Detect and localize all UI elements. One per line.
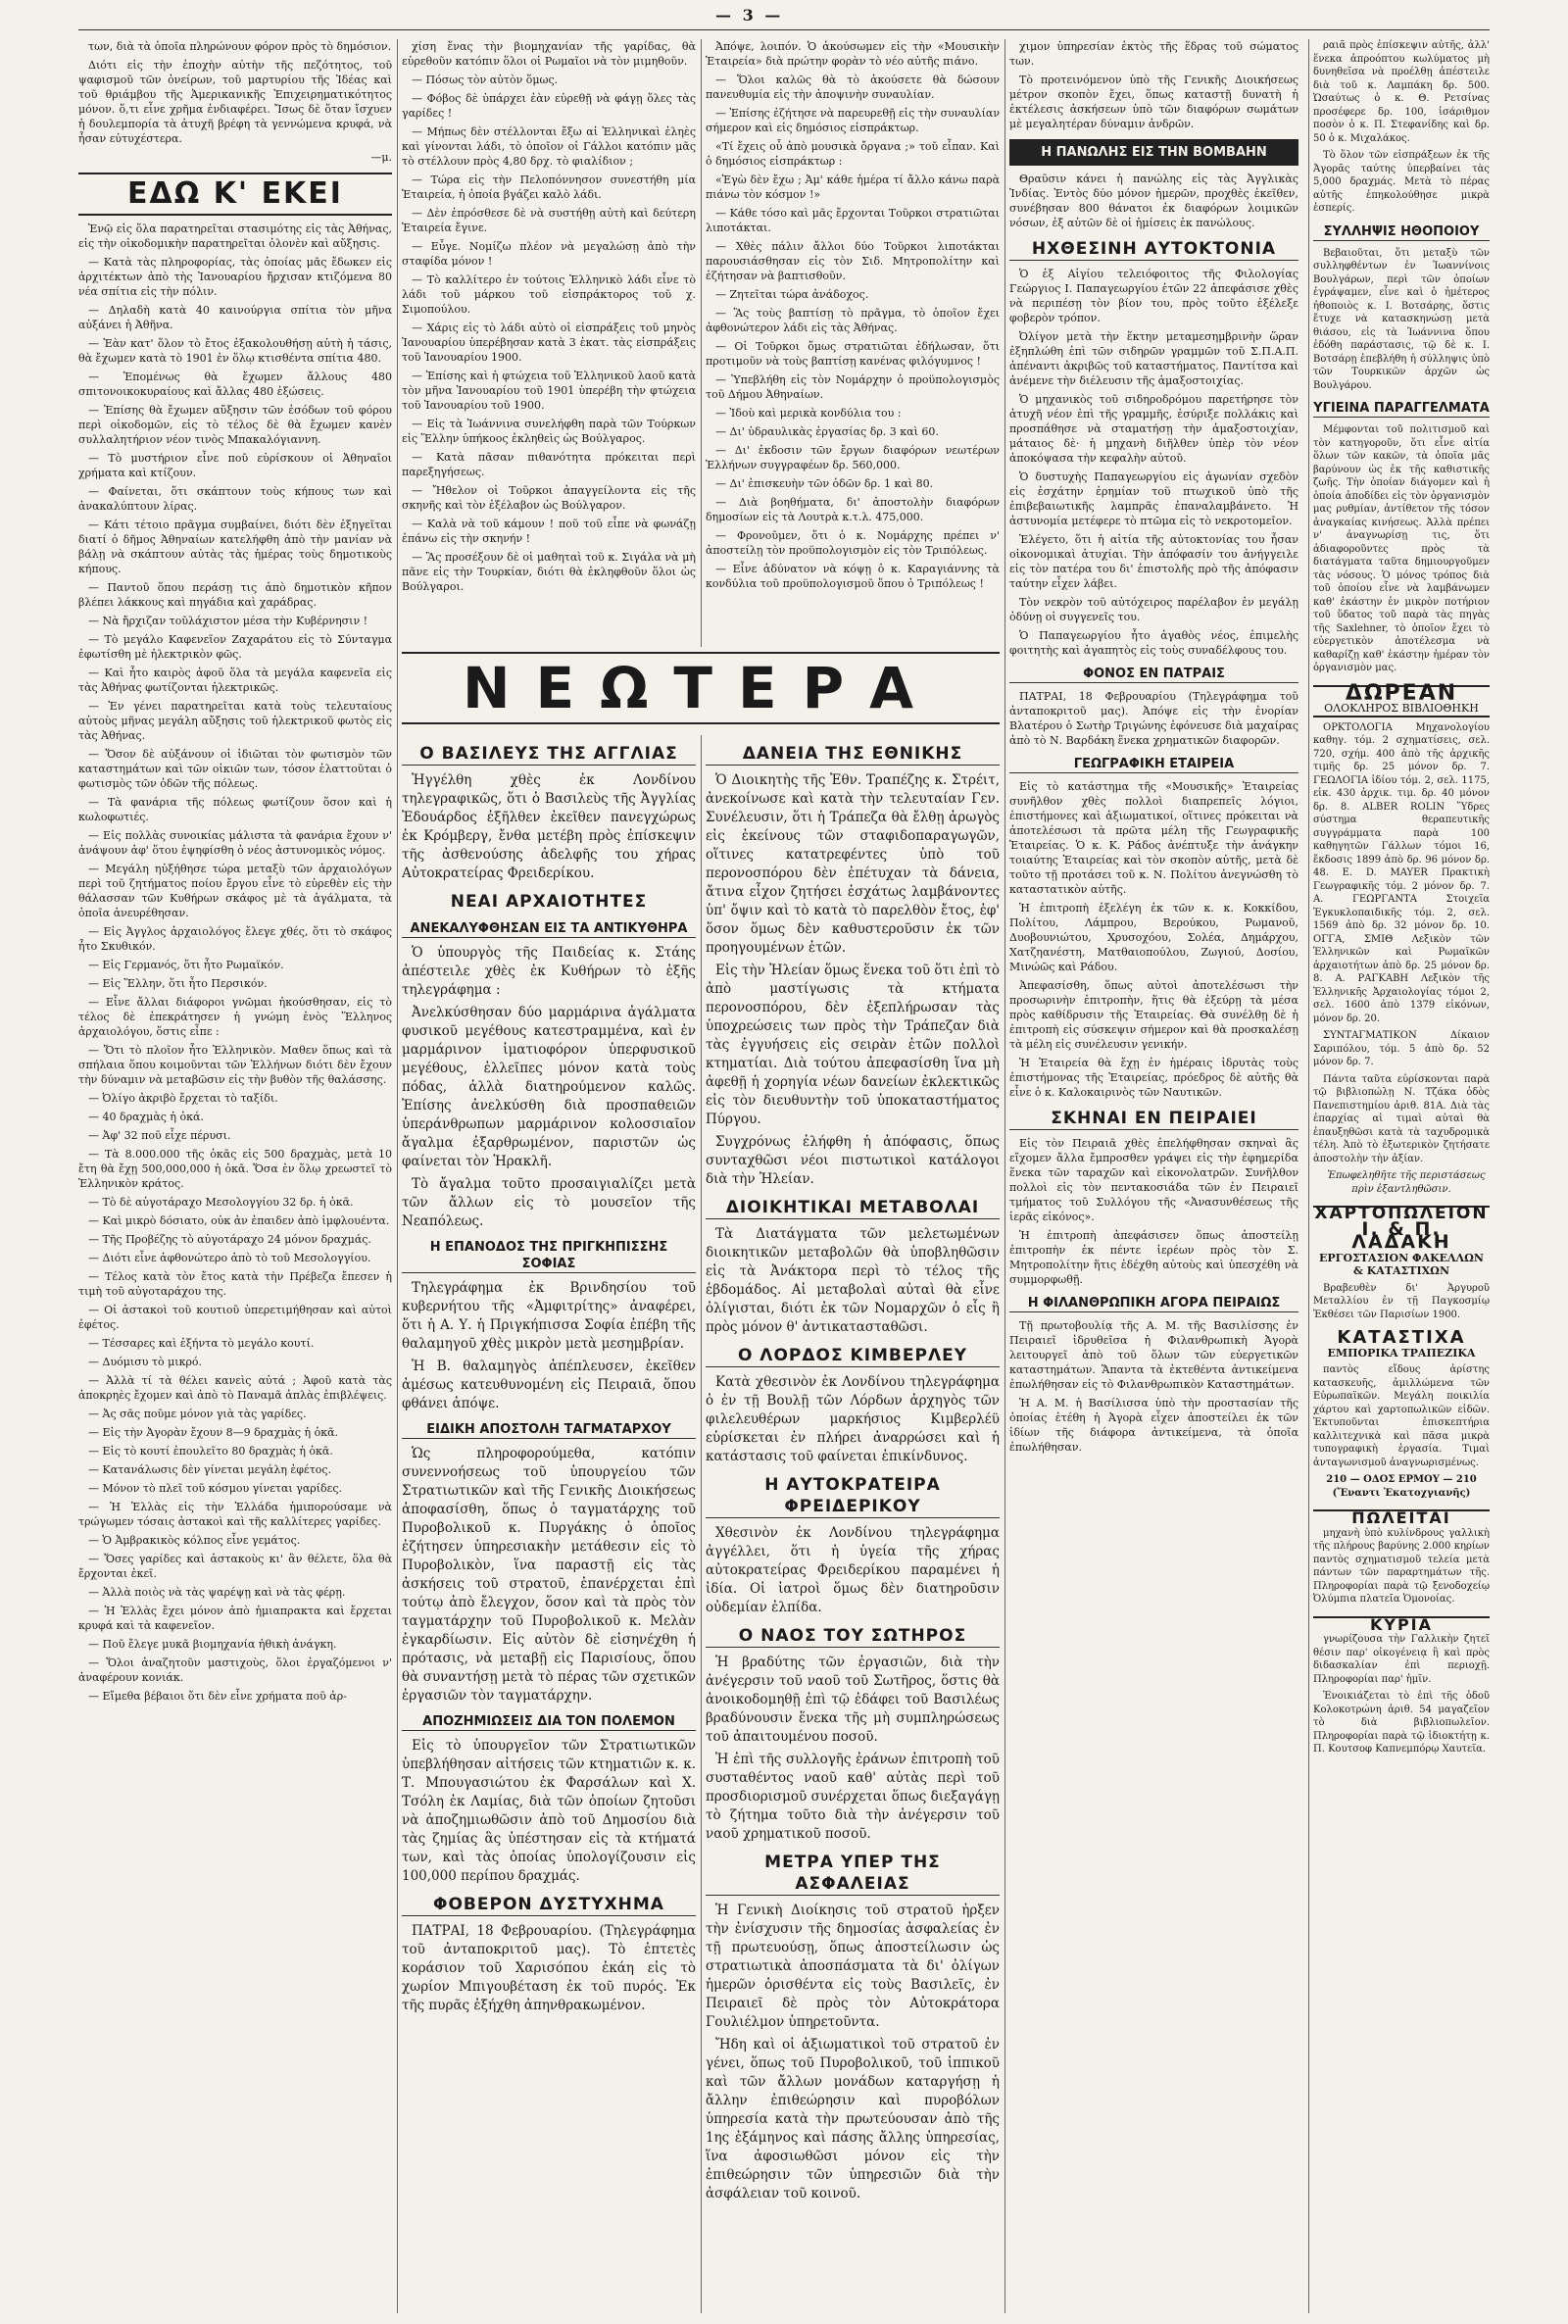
article-headline: Ο ΝΑΟΣ ΤΟΥ ΣΩΤΗΡΟΣ	[706, 1625, 1000, 1648]
paragraph: — Ὁ Ἀμβρακικὸς κόλπος εἶνε γεμάτος.	[88, 1534, 301, 1547]
paragraph: — Πόσως τὸν αὐτὸν ὅμως.	[412, 74, 559, 86]
paragraph: — Καλὰ νὰ τοῦ κάμουν ! ποῦ τοῦ εἶπε νὰ φωνάζῃ ἐπάνω εἰς τὴν σκηνήν !	[402, 518, 696, 545]
ad-name-ladaki: Ι. & Π. ΛΑΔΑΚΗ	[1351, 1217, 1451, 1253]
paragraph: των, διὰ τὰ ὁποῖα πληρώνουν φόρον πρὸς τὸ δημόσιον.	[88, 40, 392, 53]
ad-subtitle: ΕΜΠΟΡΙΚΑ ΤΡΑΠΕΖΙΚΑ	[1327, 1346, 1476, 1360]
section-heading-edo-kekei: ΕΔΩ Κ' ΕΚΕΙ	[78, 173, 392, 216]
paragraph: Ἀνελκύσθησαν δύο μαρμάρινα ἀγάλματα φυσικοῦ μεγέθους κατεστραμμένα, καὶ ἐν μαρμάρινον ἱματιοφόρον ὑπερφυσικοῦ μεγέθους, ἐλλεῖπες μόνον κατὰ τοὺς πόδας, ἀλλὰ διατηρούμενον καλῶς. Ἐπίσης ἀνελκύσθη διὰ προσπαθειῶν ὑπεράνθρωπων μαρμάρινον κολοσσιαῖον ἄγαλμα ἐξαρθρωμένον, παριστῶν ὡς φαίνεται τὸν Ἡρακλῆ.	[402, 1005, 696, 1169]
article-headline: ΣΚΗΝΑΙ ΕΝ ΠΕΙΡΑΙΕΙ	[1009, 1108, 1298, 1130]
paragraph: Ἐπωφεληθῆτε τῆς περιστάσεως πρὶν ἐξαντληθῶσιν.	[1327, 1170, 1486, 1195]
paragraph: Ἐλέγετο, ὅτι ἡ αἰτία τῆς αὐτοκτονίας του ἦσαν οἰκονομικαὶ ἀτυχίαι. Τὴν ἀπόφασίν του ἀνήγγειλε εἰς τὸν πατέρα του δι' ἐπιστολῆς πρὸ τῆς ἀπόφασιν ταύτην εἶχεν λάβει.	[1009, 533, 1298, 590]
paragraph: — Ἡ Ἑλλὰς ἔχει μόνον ἀπὸ ἠμιαπρακτα καὶ ἔρχεται κρυφά καὶ τὰ καφενεῖον.	[78, 1605, 392, 1632]
paragraph: «Τί ἔχεις οὖ ἀπὸ μουσικὰ ὄργανα ;» τοῦ εἶπαν. Καὶ ὁ δημόσιος εἰσπράκτωρ :	[706, 140, 1000, 168]
ad-katasticha: ΚΑΤΑΣΤΙΧΑ	[1337, 1327, 1466, 1348]
paragraph: Ἡ βραδύτης τῶν ἐργασιῶν, διὰ τὴν ἀνέγερσιν τοῦ ναοῦ τοῦ Σωτῆρος, ὅστις θὰ ἀνοικοδομηθῇ ἐπὶ τῷ ἐδάφει τοῦ Βασιλέως βραδύνουσιν ἕνεκα τῆς μὴ συμπληρώσεως τοῦ ἀπαιτουμένου ποσοῦ.	[706, 1655, 1000, 1745]
column-3-top	[706, 39, 1000, 647]
paragraph: Ἡ ἐπιτροπὴ ἀπεφάσισεν ὅπως ἀποστείλῃ ἐπιτροπὴν ἐκ πέντε ἱερέων πρὸς τὸν Σ. Μητροπολίτην ἥτις ἐδέχθη αὐτοὺς καὶ ὑπεσχέθη νὰ συμμορφωθῇ.	[1009, 1229, 1298, 1286]
paragraph: Χθεσινὸν ἐκ Λονδίνου τηλεγράφημα ἀγγέλλει, ὅτι ἡ ὑγεία τῆς χήρας αὐτοκρατείρας Φρειδερίκου παραμένει ἡ ἰδία. Οἱ ἰατροὶ ὅμως δὲν διατηροῦσιν οὐδεμίαν ἐλπίδα.	[706, 1525, 1000, 1615]
paragraph: γνωρίζουσα τὴν Γαλλικὴν ζητεῖ θέσιν παρ' οἰκογένειᾳ ἢ καὶ πρὸς διδασκαλίαν ἐπὶ περιοχῇ. Πληροφορίαι παρ' ἡμῖν.	[1313, 1634, 1490, 1685]
paragraph: Μέμφονται τοῦ πολιτισμοῦ καὶ τὸν κατηγοροῦν, ὅτι εἶνε αἰτία ὅλων τῶν κακῶν, τὰ ὁποῖα μᾶς βαρύνουν ὡς ἐκ τῆς καθιστικῆς ζωῆς. Τὴν ὁποίαν διάγομεν καὶ ἡ ὁποία ἀποδίδει εἰς τὸν ὀργανισμὸν μας ρυθμίαν, ἀντίθετον τῆς τόσον ἀναγκαίας κινήσεως. Ἀλλὰ πρέπει ν' ἀναγνωρίσῃ τις, ὅτι ἀδιαφοροῦντες πρὸς τὰ διατάγματα ταῦτα δημιουργοῦμεν τὰς νόσους. Ὁ μόνος τρόπος διὰ τοῦ ὁποίου εἶνε νὰ λαμβάνωμεν καθ' ἑκάστην ἐν μικρὸν ποτήριον τοῦ ὕδατος τοῦ παρὰ τὰς πηγὰς τῆς Saxlehner, τὸ ὁποῖον ἔχει τὸ εὐεργετικὸν ἀποτέλεσμα νὰ καθαρίζῃ καθ' ἑκάστην ἡμέραν τὸν ὀργανισμὸν μας.	[1313, 424, 1490, 673]
paragraph: — Ὅλοι ἀναζητοῦν μαστιχοὺς, ὅλοι ἐργαζόμενοι ν' ἀναφέρουν κονιάκ.	[78, 1656, 392, 1684]
article-headline: ΓΕΩΓΡΑΦΙΚΗ ΕΤΑΙΡΕΙΑ	[1009, 756, 1298, 773]
paragraph: Συγχρόνως ἐλήφθη ἡ ἀπόφασις, ὅπως συνταχθῶσι νέοι πιστωτικοὶ κατάλογοι διὰ τὴν Ἠλείαν.	[706, 1134, 1000, 1187]
ad-subtitle: ΟΛΟΚΛΗΡΟΣ ΒΙΒΛΙΟΘΗΚΗ	[1313, 702, 1490, 717]
paragraph: Τὸ ἄγαλμα τοῦτο προσαιγιαλίζει μετὰ τῶν ἄλλων εἰς τὸ μουσεῖον τῆς Νεαπόλεως.	[402, 1176, 696, 1229]
column-5	[1313, 39, 1490, 2313]
paragraph: Κατὰ χθεσινὸν ἐκ Λονδίνου τηλεγράφημα ὁ ἐν τῇ Βουλῇ τῶν Λόρδων ἀρχηγὸς τῶν φιλελευθέρων μαρκήσιος Κιμβερλέϋ εὑρίσκεται ἐν πλήρει ἀναρρώσει καὶ ἡ κατάστασις τοῦ φαίνεται ἐπικίνδυνος.	[706, 1374, 1000, 1464]
paragraph: — Οἱ ἀστακοὶ τοῦ κουτιοῦ ὑπερετιμήθησαν καὶ αὐτοὶ ἐφέτος.	[78, 1304, 392, 1331]
ad-title-kyria: ΚΥΡΙΑ	[1313, 1616, 1490, 1632]
paragraph: Ἤδη καὶ οἱ ἀξιωματικοὶ τοῦ στρατοῦ ἐν γένει, ὅπως τοῦ Πυροβολικοῦ, τοῦ ἱππικοῦ καὶ τῶν ἄλλων μονάδων καταργήσῃ ἡ ἄλλην ἐπιθεώρησιν καὶ πυροβόλων ὑπηρεσία κατὰ τὴν πρωτεύουσαν ἀπὸ τῆς 1ης ἐξάμηνος καὶ πάσης ἄλλης ὑπηρεσίας, ἵνα ἀφοσιωθῶσι μόνον εἰς τὴν ἐπιθεώρησιν τῶν ὑπηρεσιῶν διὰ τὴν ἀσφάλειαν τοῦ κοινοῦ.	[706, 2037, 1000, 2201]
paragraph: — Διὰ βοηθήματα, δι' ἀποστολὴν διαφόρων δημοσίων εἰς τὰ Λουτρὰ κ.τ.λ. 475,000.	[706, 496, 1000, 523]
ad-title-poleitai: ΠΩΛΕΙΤΑΙ	[1313, 1509, 1490, 1525]
paragraph: — Ποῦ ἔλεγε μυκᾶ βιομηχανία ἠθικὴ ἀνάγκη.	[88, 1638, 337, 1651]
paragraph: Ὁ Παπαγεωργίου ἦτο ἀγαθὸς νέος, ἐπιμελὴς φοιτητὴς καὶ ἀγαπητὸς εἰς τοὺς συναδέλφους του.	[1009, 629, 1298, 657]
paragraph: Ἐνῷ εἰς ὅλα παρατηρεῖται στασιμότης εἰς τὰς Ἀθήνας, εἰς τὴν οἰκοδομικὴν παρατηρεῖται ὁλονὲν καὶ αὔξησις.	[78, 223, 392, 250]
paragraph: — Τώρα εἰς τὴν Πελοπόννησον συνεστήθη μία Ἑταιρεία, ἡ ὁποία βγάζει καλὸ λάδι.	[402, 173, 696, 201]
paragraph: — Ἀς σᾶς ποῦμε μόνον γιὰ τὰς γαρίδες.	[88, 1408, 307, 1420]
section-banner-neotera: ΝΕΩΤΕΡΑ	[402, 652, 1000, 724]
paragraph: Ἡ Γενικὴ Διοίκησις τοῦ στρατοῦ ἠρξεν τὴν ἐνίσχυσιν τῆς δημοσίας ἀσφαλείας ἐν τῇ πρωτευούσῃ, ὅπως ἀποστείλωσιν ὡς στρατιωτικὰ ἀποσπάσματα τὰ δι' ὀλίγων ἡμερῶν ὁρισθέντα εἰς τοὺς Βασιλεῖς, ἐν Πειραιεῖ δὲ πρὸς τὸν Αὐτοκράτορα Γουλιέλμον ὑπηρετοῦντα.	[706, 1903, 1000, 2030]
paragraph: — Τὰ 8.000.000 τῆς ὀκᾶς εἰς 500 δραχμὰς, μετὰ 10 ἔτη θὰ ἔχῃ 500,000,000 ἡ ὀκᾶ. Ὅσα ἐν ὅλῳ χρεωστεῖ τὸ Ἑλληνικὸν κράτος.	[78, 1148, 392, 1190]
paragraph: Ἡ ἐπιτροπὴ ἐξελέγη ἐκ τῶν κ. κ. Κοκκίδου, Πολίτου, Λάμπρου, Βερούκου, Ρωμανοῦ, Δυοβουνιώτου, Χρυσοχόου, Σολέα, Δημάρχου, Χατζηανέστη, Ματθαιοπούλου, Ζωγιού, Δοσίου, Μινώῶς καὶ Ράδου.	[1009, 902, 1298, 973]
paragraph: — Δι' ἐπισκευὴν τῶν ὁδῶν δρ. 1 καὶ 80.	[715, 477, 934, 490]
paragraph: — Δι' ἐκδοσιν τῶν ἔργων διαφόρων νεωτέρων Ἑλλήνων συγγραφέων δρ. 560,000.	[706, 444, 1000, 471]
paragraph: — Τὰ φανάρια τῆς πόλεως φωτίζουν ὅσον καὶ ἡ κωλοφωτιές.	[78, 796, 392, 823]
paragraph: — Εἰς Ἕλλην, ὅτι ἦτο Περσικόν.	[88, 977, 268, 990]
paragraph: — Τέσσαρες καὶ ἐξήντα τὸ μεγάλο κουτί.	[88, 1337, 315, 1350]
paragraph: — Ἀλλὰ ποιὸς νὰ τὰς ψαρέψῃ καὶ νὰ τὰς φέρῃ.	[88, 1586, 346, 1599]
column-3-bottom	[706, 735, 1000, 2313]
paragraph: Ἀπεφασίσθη, ὅπως αὐτοὶ ἀποτελέσωσι τὴν προσωρινὴν ἐπιτροπὴν, ἥτις θὰ ἐξεύρῃ τὰ μέσα πρὸς καθίδρυσιν τῆς Ἑταιρείας. Θὰ συνέλθῃ δὲ ἡ ἐπιτροπὴ εἰς σύσκεψιν σήμερον καὶ θὰ προσκαλέσῃ τὰ μέλη εἰς συνέλευσιν γενικήν.	[1009, 979, 1298, 1051]
paragraph: — Εἰς τὴν Ἀγορὰν ἔχουν 8—9 δραχμὰς ἡ ὀκᾶ.	[88, 1426, 339, 1439]
paragraph: — Ὅσον δὲ αὐξάνουν οἱ ἰδιῶται τὸν φωτισμὸν τῶν καταστημάτων καὶ τῶν οἰκιῶν των, τόσον ἐλαττοῦται ὁ φωτισμὸς τῶν ὁδῶν τῆς πόλεως.	[78, 748, 392, 790]
paragraph: — Ἐπίσης ἐζήτησε νὰ παρευρεθῇ εἰς τὴν συναυλίαν σήμερον καὶ εἰς δημόσιος εἰσπράκτωρ.	[706, 107, 1000, 134]
paragraph: Βεβαιοῦται, ὅτι μεταξὺ τῶν συλληφθέντων ἐν Ἰωαννίνοις Βουλγάρων, περὶ τῶν ὁποίων ἐγράψαμεν, εἶνε καὶ ὁ ἡμέτερος ἠθοποιὸς κ. Ι. Βοτσάρης, ὅστις ἔτυχε νὰ κατασκηνώσῃ μετὰ θιάσου, εἰς τὰ Ἰωάννινα ὅπου ἐδόθη παράστασις, τῷ δὲ κ. Ι. Βοτσάρῃ ἐπεβλήθη ἡ σύλληψις ὑπὸ τῶν Τουρκικῶν ἀρχῶν ὡς Βουλγάρου.	[1313, 247, 1490, 391]
paragraph: — Ἐπίσης καὶ ἡ φτώχεια τοῦ Ἑλληνικοῦ λαοῦ κατὰ τὸν μῆνα Ἰανουαρίου τοῦ 1901 ὑπερέβη τὴν φτώχεια τοῦ Ἰανουαρίου τοῦ 1900.	[402, 370, 696, 412]
paragraph: Ἐνοικιάζεται τὸ ἐπὶ τῆς ὁδοῦ Κολοκοτρώνη ἀριθ. 54 μαγαζεῖον τὸ διὰ βιβλιοπωλεῖον. Πληροφορίαι παρὰ τῷ ἰδιοκτήτῃ κ. Π. Κουτσοφ Καπνεμπόρῳ Χαυτεῖα.	[1313, 1691, 1490, 1755]
paragraph: ραιᾶ πρὸς ἐπίσκεψιν αὐτῆς, ἀλλ' ἕνεκα ἀπροόπτου κωλύματος μὴ δυνηθεῖσα νὰ προέλθῃ ἀπέστειλε διὰ τοῦ κ. Λαμπάκη δρ. 500. Ὡσαύτως ὁ κ. Θ. Ρετσίνας προσέφερε δρ. 100, ἰσάριθμον ποσὸν ὁ κ. Π. Στεφανίδης καὶ δρ. 50 ὁ κ. Μιχαλάκος.	[1313, 40, 1490, 144]
paragraph: — Φαίνεται, ὅτι σκάπτουν τοὺς κήπους των καὶ ἀνακαλύπτουν λίρας.	[78, 485, 392, 513]
paragraph: — Φόβος δὲ ὑπάρχει ἐὰν εὑρεθῇ νὰ φάγῃ ὅλες τὰς γαρίδες !	[402, 92, 696, 120]
paragraph: Ὁ μηχανικὸς τοῦ σιδηροδρόμου παρετήρησε τὸν ἀτυχῆ νέον ἐπὶ τῆς γραμμῆς, ἐσύριξε πολλάκις καὶ προσπάθησε νὰ σταματήσῃ τὴν ἀμαξοστοιχίαν, μάταιος δὲ· ἡ μηχανὴ διῆλθεν ὑπὲρ τὸν νέον ἀποκόψασα τὴν κεφαλὴν αὐτοῦ.	[1009, 393, 1298, 465]
paragraph: Πάντα ταῦτα εὑρίσκονται παρὰ τῷ βιβλιοπώλῃ Ν. Τζάκα ὁδὸς Πανεπιστημίου ἀριθ. 81Α. Διὰ τὰς ἐπαρχίας αἱ τιμαὶ αὐταὶ θὰ ἐπαυξηθῶσι κατὰ τὰ ταχυδρομικὰ τέλη. Ἀπὸ τὸ ἐξωτερικὸν ζητήσατε ἀποστολὴν τὴν ἀξίαν.	[1313, 1073, 1490, 1164]
column-4	[1009, 39, 1298, 2313]
paragraph: — Δυόμισυ τὸ μικρό.	[88, 1356, 203, 1368]
article-headline: Η ΠΑΝΩΛΗΣ ΕΙΣ ΤΗΝ ΒΟΜΒΑΗΝ	[1009, 139, 1298, 166]
paragraph: — Δηλαδὴ κατὰ 40 καινούργια σπίτια τὸν μῆνα αὐξάνει ἡ Ἀθῆνα.	[78, 304, 392, 331]
paragraph: — Εἴμεθα βέβαιοι ὅτι δὲν εἶνε χρήματα ποῦ ἀρ-	[88, 1690, 347, 1703]
paragraph: — Τὸ καλλίτερο ἐν τούτοις Ἑλληνικὸ λάδι εἶνε τὸ λάδι τοῦ μάρκου τοῦ εἰσπράκτορος τοῦ χ. Σιμοπούλου.	[402, 273, 696, 316]
paragraph: — Ἂς τοὺς βαπτίσῃ τὸ πρᾶγμα, τὸ ὁποῖον ἔχει ἀφθονώτερον λάδι εἰς τὰς Ἀθήνας.	[706, 307, 1000, 334]
article-headline: Η ΑΥΤΟΚΡΑΤΕΙΡΑ ΦΡΕΙΔΕΡΙΚΟΥ	[706, 1474, 1000, 1518]
article-headline: ΥΓΙΕΙΝΑ ΠΑΡΑΓΓΕΛΜΑΤΑ	[1313, 401, 1490, 416]
paragraph: — Εἶνε ἄλλαι διάφοροι γνῶμαι ἠκούσθησαν, εἰς τὸ τέλος δὲ ἐπεκράτησεν ἡ γνώμη ἑνὸς Ἕλληνος ἀρχαιολόγου, ὅστις εἶπε :	[78, 996, 392, 1038]
paragraph: Τῇ πρωτοβουλίᾳ τῆς Α. Μ. τῆς Βασιλίσσης ἐν Πειραιεῖ ἱδρυθεῖσα ἡ Φιλανθρωπικὴ Ἀγορὰ λειτουργεῖ ἀπὸ τοῦ ὅλων τῶν εὐεργετικῶν καταστημάτων. Ἅπαντα τὰ ἐκτεθέντα ἀντικείμενα ἐπωλήθησαν εἰς τὸ Φιλανθρωπικὸν Καταστημάτων.	[1009, 1319, 1298, 1391]
paragraph: — Νὰ ἤρχιζαν τοῦλάχιστον μέσα τὴν Κυβέρνησιν !	[88, 615, 368, 627]
paragraph: Εἰς τὸν Πειραιᾶ χθὲς ἐπελήφθησαν σκηναὶ ἃς εἴχομεν ἄλλα ἔμπροσθεν γράψει εἰς τὴν ἐφημερίδα ἕνεκα τῶν ταραχῶν καὶ εἰκονολατρῶν. Συνῆλθον πολλοὶ εἰς τὸν πεντακοσιάδα τῶν ἐν Πειραιεῖ τμήματος τοῦ Συλλόγου τῆς «Ἀνασυνθέσεως τῆς ἱερᾶς εἰκόνος».	[1009, 1137, 1298, 1223]
paragraph: — Ζητεῖται τώρα ἀνάδοχος.	[715, 288, 869, 301]
article-headline: ΗΧΘΕΣΙΝΗ ΑΥΤΟΚΤΟΝΙΑ	[1009, 238, 1298, 261]
paragraph: — Χάρις εἰς τὸ λάδι αὐτὸ οἱ εἰσπράξεις τοῦ μηνὸς Ἰανουαρίου ὑπερέβησαν κατὰ 3 ἑκατ. τὰς εἰσπράξεις τοῦ Ἰανουαρίου 1900.	[402, 321, 696, 364]
article-headline: ΔΑΝΕΙΑ ΤΗΣ ΕΘΝΙΚΗΣ	[706, 743, 1000, 766]
paragraph: — Καὶ μικρὸ δόσιατο, οὐκ ἀν ἐπαιδεν ἀπὸ ἱμφλουέντα.	[88, 1214, 390, 1227]
paragraph: — Καὶ ἦτο καιρὸς ἀφοῦ ὅλα τὰ μεγάλα καφενεῖα εἰς τὰς Ἀθήνας φωτίζονται ἠλεκτρικῶς.	[78, 667, 392, 694]
paragraph: Ὁ δυστυχὴς Παπαγεωργίου εἰς ἀγωνίαν σχεδὸν εἰς ἐσχάτην ἐρημίαν τοῦ πτωχικοῦ ὑπὸ τῆς ἐπιβεβαιωτικῆς λαμπρᾶς ἐπαναλαμβάνετο. Ἡ ἀστυνομία μετέφερε τὸ πτῶμα εἰς τὸ νεκροτομεῖον.	[1009, 470, 1298, 527]
top-rule	[78, 29, 1490, 30]
article-headline: ΑΠΟΖΗΜΙΩΣΕΙΣ ΔΙΑ ΤΟΝ ΠΟΛΕΜΟΝ	[402, 1713, 696, 1731]
paragraph: Ἡ Ἑταιρεία θὰ ἔχῃ ἐν ἡμέραις ἱδρυτὰς τοὺς ἐπιστήμονας τῆς Ἑταιρείας, πρόεδρος δὲ αὐτῆς θὰ εἶνε ὁ κ. Καλοκαιρινὸς τῶν Ναυτικῶν.	[1009, 1057, 1298, 1099]
paragraph: Τὸν νεκρὸν τοῦ αὐτόχειρος παρέλαβον ἐν μεγάλῃ ὀδύνῃ οἱ συγγενεῖς του.	[1009, 596, 1298, 623]
paragraph: — Κατανάλωσις δὲν γίνεται μεγάλη ἐφέτος.	[88, 1463, 332, 1476]
paragraph: — Ὅλοι καλῶς θὰ τὸ ἀκούσετε θὰ δώσουν πανευθυμία εἰς τὴν ἀποψινὴν συναυλίαν.	[706, 74, 1000, 101]
paragraph: «Ἐγὼ δὲν ἔχω ; Ἀμ' κάθε ἡμέρα τί ἄλλο κάνω παρὰ πιάνω τὸν κόσμον !»	[706, 173, 1000, 201]
paragraph: — Τὸ μεγάλο Καφενεῖον Ζαχαράτου εἰς τὸ Σύνταγμα ἐφωτίσθη μὲ ἠλεκτρικὸν φῶς.	[78, 633, 392, 661]
paragraph: — Κάθε τόσο καὶ μᾶς ἔρχονται Τοῦρκοι στρατιῶται λιποτάκται.	[706, 207, 1000, 234]
column-divider	[701, 735, 702, 2313]
article-headline: Ο ΛΟΡΔΟΣ ΚΙΜΒΕΡΛΕΥ	[706, 1345, 1000, 1367]
paragraph: — Δι' ὑδραυλικὰς ἐργασίας δρ. 3 καὶ 60.	[715, 425, 939, 438]
paragraph: — Ὀλίγο ἀκριβὸ ἔρχεται τὸ ταξίδι.	[88, 1092, 278, 1105]
paragraph: Ἡ Α. Μ. ἡ Βασίλισσα ὑπὸ τὴν προστασίαν τῆς ὁποίας ἐτέθη ἡ Ἀγορὰ εἶχεν ἀποστείλει ἐκ τῶν ἰδίων τῆς διάφορα ἀντικείμενα, τὰ ὁποῖα ἐπωλήθησαν.	[1009, 1397, 1298, 1454]
column-divider	[701, 39, 702, 647]
paragraph: — Κάτι τέτοιο πρᾶγμα συμβαίνει, διότι δὲν ἐξηγεῖται διατί ὁ δῆμος Ἀθηναίων κατελήφθη ἀπὸ τὴν μανίαν νὰ βάλῃ νὰ σκάπτουν αὐτὰς τὰς ἡμέρας τοὺς δημοτικοὺς κήπους.	[78, 519, 392, 575]
article-headline: ΦΟΒΕΡΟΝ ΔΥΣΤΥΧΗΜΑ	[402, 1894, 696, 1916]
paragraph: — Εἶνε ἀδύνατον νὰ κόψῃ ὁ κ. Καραγιάννης τὰ κονδύλια τοῦ προϋπολογισμοῦ ὅπου ὁ Τριπόλεως !	[706, 563, 1000, 590]
paragraph: — Χθὲς πάλιν ἄλλοι δύο Τοῦρκοι λιποτάκται παρουσιάσθησαν εἰς τὸν Σιδ. Μητροπολίτην καὶ ἐζήτησαν νὰ βαπτισθοῦν.	[706, 240, 1000, 282]
paragraph: χίση ἕνας τὴν βιομηχανίαν τῆς γαρίδας, θὰ εὑρεθοῦν κατόπιν ὅλοι οἱ Ρωμαῖοι νὰ τὸν μιμηθοῦν.	[402, 40, 696, 68]
article-headline: ΝΕΑΙ ΑΡΧΑΙΟΤΗΤΕΣ	[450, 892, 648, 912]
paragraph: — Ὅτι τὸ πλοῖον ἦτο Ἑλληνικὸν. Μαθεν ὅπως καὶ τὰ σπήλαια ὅπου κοιμοῦνται τῶν Ἑλλήνων διότι δὲν ἔχουν τὴν δύναμιν νὰ μεταβῶσιν εἰς τὴν βυθὸν τῆς θαλάσσης.	[78, 1044, 392, 1086]
paragraph: — Εἰς τὸ κουτί ἐπουλεῖτο 80 δραχμὰς ἡ ὀκᾶ.	[88, 1445, 333, 1458]
article-headline: ΦΟΝΟΣ ΕΝ ΠΑΤΡΑΙΣ	[1009, 666, 1298, 683]
paragraph: — Τὸ μυστήριον εἶνε ποῦ εὑρίσκουν οἱ Ἀθηναῖοι χρήματα καὶ κτίζουν.	[78, 452, 392, 479]
paragraph: Ἡ Β. θαλαμηγὸς ἀπέπλευσεν, ἐκεῖθεν ἀμέσως κατευθυνομένη εἰς Πειραιᾶ, ὅπου φθάνει ἀπόψε.	[402, 1359, 696, 1411]
paragraph: — Μήπως δὲν στέλλονται ἔξω αἱ Ἑλληνικαὶ ἐληὲς καὶ γίνονται λάδι, τὸ ὁποῖον οἱ Γάλλοι κατόπιν μᾶς τὸ στέλλουν πρὸς 4,80 δρχ. τὸ φιαλίδιον ;	[402, 125, 696, 168]
paragraph: Βραβευθὲν δι' Ἀργυροῦ Μεταλλίου ἐν τῇ Παγκοσμίῳ Ἐκθέσει τῶν Παρισίων 1900.	[1313, 1282, 1490, 1320]
paragraph: — Οἱ Τοῦρκοι ὅμως στρατιῶται ἐδήλωσαν, ὅτι προτιμοῦν νὰ τοὺς βαπτίσῃ κανένας φιλόγυμνος !	[706, 340, 1000, 368]
paragraph: — Κατὰ τὰς πληροφορίας, τὰς ὁποίας μᾶς ἔδωκεν εἰς ἀρχιτέκτων ἀπὸ τὴς Ἰανουαρίου ἤρχισαν κτιζόμενα 80 νέα σπίτια εἰς τὴν πόλιν.	[78, 256, 392, 298]
article-headline: Η ΦΙΛΑΝΘΡΩΠΙΚΗ ΑΓΟΡΑ ΠΕΙΡΑΙΩΣ	[1009, 1295, 1298, 1312]
paragraph: Εἰς τὸ ὑπουργεῖον τῶν Στρατιωτικῶν ὑπεβλήθησαν αἰτήσεις τῶν κτηματιῶν κ. κ. Τ. Μπουγασιώτου ἐκ Φαρσάλων καὶ Χ. Τσόλη ἐκ Λαμίας, διὰ τῶν ὁποίων ζητοῦσι νὰ ἀποζημιωθῶσιν ἀπὸ τοῦ Δημοσίου διὰ τὰς ζημίας ἃς ὑπέστησαν εἰς τὰ κτήματά των, καὶ τὰς ὁποίας ὑπολογίζουσιν εἰς 100,000 περίπου δραχμάς.	[402, 1738, 696, 1884]
paragraph: — Ἰδοὺ καὶ μερικὰ κονδύλια του :	[715, 407, 902, 420]
paragraph: Ὁ ἐξ Αἰγίου τελειόφοιτος τῆς Φιλολογίας Γεώργιος Ι. Παπαγεωργίου ἐτῶν 22 ἀπεφάσισε χθὲς νὰ περιπέσῃ τὸν βίον του, πρὸς τοῦτο ἐξέλεξε φοβερὸν τρόπον.	[1009, 268, 1298, 324]
paragraph: — Ἐὰν κατ' ὅλον τὸ ἔτος ἐξακολουθήσῃ αὐτὴ ἡ τάσις, θὰ ἔχωμεν κατὰ τὸ 1901 ἐν ὅλῳ κτισθέντα σπίτια 480.	[78, 337, 392, 365]
article-headline: Η ΕΠΑΝΟΔΟΣ ΤΗΣ ΠΡΙΓΚΗΠΙΣΣΗΣ ΣΟΦΙΑΣ	[402, 1239, 696, 1273]
paragraph: Διότι εἰς τὴν ἐποχὴν αὐτὴν τῆς πεζότητος, τοῦ ψαφισμοῦ τῶν ὀνείρων, τοῦ μαρτυρίου τῆς Ἰδέας καὶ τοῦ θριάμβου τῆς Ἀμερικανικῆς Ἐπιχειρηματικότητος μόνον. ὅ,τι εἶνε χρῆμα ἐνδιαφέρει. Ἴσως δὲ ὅταν ἴσχυεν ἡ δουλεμπορία τὰ ἀτυχῆ βρέφη τὰ γεννώμενα κρυφά, νὰ ἦσαν εὐτυχέστερα.	[78, 59, 392, 145]
column-divider	[1004, 39, 1005, 2313]
article-headline: ΜΕΤΡΑ ΥΠΕΡ ΤΗΣ ΑΣΦΑΛΕΙΑΣ	[706, 1852, 1000, 1896]
paragraph: — Ἐπίσης θὰ ἔχωμεν αὔξησιν τῶν ἐσόδων τοῦ φόρου περὶ οἰκοδομῶν, εἰς τὸ τέλος δὲ θὰ ἔχωμεν κανὲν συλλαλητήριον νέον τινὸς Μπακαλόγιαννη.	[78, 404, 392, 446]
article-subheadline: ΑΝΕΚΑΛΥΦΘΗΣΑΝ ΕΙΣ ΤΑ ΑΝΤΙΚΥΘΗΡΑ	[402, 920, 696, 938]
article-headline: ΔΙΟΙΚΗΤΙΚΑΙ ΜΕΤΑΒΟΛΑΙ	[706, 1197, 1000, 1219]
paragraph: — Φρονοῦμεν, ὅτι ὁ κ. Νομάρχης πρέπει ν' ἀποστείλῃ τὸν προϋπολογισμὸν εἰς τὸν Τριπόλεως.	[706, 529, 1000, 557]
paragraph: — Ἀφ' 32 ποῦ εἶχε πέρυσι.	[88, 1129, 231, 1142]
paragraph: ΟΡΚΤΟΛΟΓΙΑ Μηχανολογίου καθηγ. τόμ. 2 σχηματίσεις, σελ. 720, σχήμ. 400 ἀπὸ τῆς ἀρχικῆς τιμῆς δρ. 25 μόνον δρ. 7. ΓΕΩΛΟΓΙΑ ἰδίου τόμ. 2, σελ. 1175, εἰκ. 430 ἀρχικ. τιμ. δρ. 40 μόνον δρ. 8. ALBER ROLIN Ὕδρες σύστημα θεραπευτικῆς συγγράμματα παρὰ 100 καθηγητῶν Γάλλων τόμοι 16, ἔκδοσις 1899 ἀπὸ δρ. 96 μόνον δρ. 48. E. D. MAYER Πρακτικὴ Γεωγραφικῆς τόμ. 2 μόνον δρ. 7. A. ΓΕΩΡΓΑΝΤΑ Στοιχεῖα Ἐγκυκλοπαιδικῆς τόμ. 2, σελ. 1569 ἀπὸ δρ. 32 μόνον δρ. 10. ΟΓΓΑ, ΣΜΙΘ Λεξικὸν τῶν Ἑλληνικῶν καὶ Ρωμαϊκῶν ἀρχαιοτήτων ἀπὸ δρ. 25 μόνον δρ. 8. A. ΡΑΓΚΑΒΗ Λεξικὸν τῆς Ἑλληνικῆς Ἀρχαιολογίας τόμοι 2, σελ. 1600 ἀπὸ 1379 εἰκόνων, μόνον δρ. 20.	[1313, 721, 1490, 1024]
paragraph: — Ἐν γένει παρατηρεῖται κατὰ τοὺς τελευταίους αὐτοὺς μῆνας μεγάλη αὔξησις τοῦ ἠλεκτρικοῦ φωτὸς εἰς τὰς Ἀθήνας.	[78, 700, 392, 742]
paragraph: Ἀπόψε, λοιπόν. Ὁ ἀκούσωμεν εἰς τὴν «Μουσικὴν Ἑταιρεία» διὰ πρώτην φορὰν τὸ νέο αὐτῆς πιάνο.	[706, 40, 1000, 68]
paragraph: — Δὲν ἐπρόσθεσε δὲ νὰ συστήθῃ αὐτὴ καὶ δεύτερη Ἑταιρεία ἔγινε.	[402, 207, 696, 234]
paragraph: — Εἰς Ἀγγλος ἀρχαιολόγος ἔλεγε χθές, ὅτι τὸ σκάφος ἦτο Σκυθικόν.	[78, 925, 392, 953]
paragraph: — Ἤθελον οἱ Τοῦρκοι ἀπαγγείλοντα εἰς τῆς σκηνῆς καὶ τὸν ἐξέλαβον ὡς Βούλγαρον.	[402, 484, 696, 512]
paragraph: Τὸ ὅλον τῶν εἰσπράξεων ἐκ τῆς Ἀγορᾶς ταύτης ὑπερβαίνει τὰς 5,000 δραχμάς. Μετὰ τὸ πέρας αὐτῆς ἐπηκολούθησε μικρὰ ἑσπερίς.	[1313, 150, 1490, 214]
paragraph: — Τῆς Προβέζης τὸ αὐγοτάραχο 24 μόνον δραχμάς.	[88, 1233, 371, 1246]
column-divider	[1308, 39, 1309, 2313]
paragraph: — Ἡ Ἑλλὰς εἰς τὴν Ἑλλάδα ἡμιπορούσαμε νὰ τρώγωμεν τόσαις ἀστακοὶ καὶ τῆς καλλίτερες γαρίδες.	[78, 1501, 392, 1528]
article-headline: ΕΙΔΙΚΗ ΑΠΟΣΤΟΛΗ ΤΑΓΜΑΤΑΡΧΟΥ	[402, 1421, 696, 1439]
paragraph: Ἠγγέλθη χθὲς ἐκ Λονδίνου τηλεγραφικῶς, ὅτι ὁ Βασιλεὺς τῆς Ἀγγλίας Ἐδουάρδος ἐξῆλθεν ἐκεῖθεν πανεγχώρως ἐκ Κρόμβεργ, ἔνθα μετέβη πρὸς ἐπίσκεψιν τῆς ἀσθενούσης ἀδελφῆς του χήρας Αὐτοκρατείρας Φρειδερίκου.	[402, 772, 696, 881]
paragraph: Ὁ Διοικητὴς τῆς Ἐθν. Τραπέζης κ. Στρέιτ, ἀνεκοίνωσε καὶ κατὰ τὴν τελευταίαν Γεν. Συνέλευσιν, ὅτι ἡ Τράπεζα θὰ ἔλθῃ ἀρωγὸς εἰς ἐκείνους τῶν σταφιδοπαραγωγῶν, οἵτινες κατατρεφέντες ὑπὸ τοῦ περονοσπόρου δὲν ἐπέτυχαν τὰ δάνεια, ἄτινα εἶχον ζητήσει ἐσχάτως λαμβάνοντες ὑπ' ὄψιν καὶ τὸ κατὰ τὸ παρελθὸν ἔτος, ἐφ' ὅσον ὅμως δὲν καθυστεροῦσιν ἐκ τῶν προηγουμένων ἐτῶν.	[706, 772, 1000, 956]
paragraph: 210 — ΟΔΟΣ ΕΡΜΟΥ — 210 (Ἔναντι Ἐκατοχγιανῆς)	[1326, 1474, 1477, 1499]
paragraph: Εἰς τὴν Ἠλείαν ὅμως ἕνεκα τοῦ ὅτι ἐπὶ τὸ ἀπὸ μαστίγωσις τὰ κτήματα περονοσπόρου, δὲν ἐξεπλήρωσαν τὰς ὑποχρεώσεις των πρὸς τὴν Τράπεζαν διὰ τὰς ἐγγυήσεις εἰς σειρὰν ἐτῶν πολλοὶ κτηματίαι. Διὰ τούτου ἀπεφασίσθη ἵνα μὴ ἀφεθῇ ἡ χορηγία νέων δανείων ἐκλεκτικῶς εἰς τὸν διευθυντὴν τοῦ ὑποκαταστήματος Πύργου.	[706, 963, 1000, 1127]
paragraph: — Εἰς πολλὰς συνοικίας μάλιστα τὰ φανάρια ἔχουν ν' ἀνάψουν ἀφ' ὅτου ἐψηφίσθη ὁ νέος ἀστυνομικὸς νόμος.	[78, 829, 392, 857]
paragraph: — Ἂς προσέξουν δὲ οἱ μαθηταὶ τοῦ κ. Σιγάλα νὰ μὴ πᾶνε εἰς τὴν Τουρκίαν, διότι θὰ ἐκληφθοῦν ὅλοι ὡς Βούλγαροι.	[402, 551, 696, 593]
signature: —μ.	[370, 151, 392, 164]
paragraph: Ὡς πληροφορούμεθα, κατόπιν συνεννοήσεως τοῦ ὑπουργείου τῶν Στρατιωτικῶν καὶ τῆς Γενικῆς Διοικήσεως ἀποφασίσθη, ὅπως ὁ ταγματάρχης τοῦ Πυροβολικοῦ κ. Πυργάκης ὁ ὁποῖος ἐζήτησεν ὑπηρεσιακὴν μετάθεσιν εἰς τὸ Πυροβολικὸν, ἵνα παραστῇ εἰς τὰς ἀσκήσεις τοῦ στρατοῦ, ἐπανέρχεται ἐπὶ τούτῳ ἀπὸ ἔλεγχον, ὅσον καὶ τὰ πρὸς τὸν ταγματάρχην τοῦ Πυροβολικοῦ κ. Μελὰν ἐγκαρδίωσιν. Εἰς αὐτὸν δὲ εἰσηνέχθη ἡ πρότασις, νὰ μεταβῇ εἰς Παρισίους, ὅπου θὰ συναντήσῃ μετὰ τὸ πέρας τῶν σχετικῶν ἐργασιῶν τὸν ταγματάρχην.	[402, 1446, 696, 1704]
paragraph: — Παντοῦ ὅπου περάσῃ τις ἀπὸ δημοτικὸν κῆπον βλέπει λάκκους καὶ πηγάδια καὶ χαράδρας.	[78, 581, 392, 609]
paragraph: Εἰς τὸ κατάστημα τῆς «Μουσικῆς» Ἑταιρείας συνῆλθον χθὲς πολλοὶ διαπρεπεῖς λόγιοι, ἐπιστήμονες καὶ ἀξιωματικοί, οἵτινες πρόκειται νὰ ἀποτελέσωσι τὰ πρῶτα μέλη τῆς Γεωγραφικῆς Ἑταιρείας. Ὁ κ. Κ. Ράδος ἀνέπτυξε τὴν ἀνάγκην τοιαύτης Ἑταιρείας καὶ τὸν σκοπὸν αὐτῆς, μετὰ δὲ τοῦτο τῇ προτάσει τοῦ κ. Ν. Πολίτου ἀνεγνώσθη τὸ καταστατικὸν αὐτῆς.	[1009, 780, 1298, 896]
paragraph: Θραῦσιν κάνει ἡ πανώλης εἰς τὰς Ἀγγλικὰς Ἰνδίας. Ἐντὸς δύο μόνον ἡμερῶν, προχθὲς ἐκεῖθεν, συνέβησαν 800 θάνατοι ἐκ διαφόρων λοιμικῶν νόσων, ἐξ αὐτῶν δὲ οἱ ἡμίσεις ἐκ πανώλους.	[1009, 173, 1298, 229]
column-2-top	[402, 39, 696, 647]
paragraph: Τηλεγράφημα ἐκ Βρινδησίου τοῦ κυβερνήτου τῆς «Ἀμφιτρίτης» ἀναφέρει, ὅτι ἡ Α. Υ. ἡ Πριγκήπισσα Σοφία ἐπέβη τῆς θαλαμηγοῦ χθὲς μικρὸν μετὰ μεσημβρίαν.	[402, 1280, 696, 1352]
paragraph: χιμον ὑπηρεσίαν ἐκτὸς τῆς ἕδρας τοῦ σώματος των.	[1009, 40, 1298, 68]
ad-title-chartopoleion: ΧΑΡΤΟΠΩΛΕΙΟΝ	[1314, 1204, 1489, 1223]
paragraph: — Τὸ δὲ αὐγοτάραχο Μεσολογγίου 32 δρ. ἡ ὀκᾶ.	[88, 1196, 354, 1209]
paragraph: — Εὖγε. Νομίζω πλέον νὰ μεγαλώσῃ ἀπὸ τὴν σταφίδα μόνον !	[402, 240, 696, 268]
paragraph: — Ὅσες γαρίδες καὶ ἀστακοὺς κι' ἂν θέλετε, ὅλα θὰ ἔρχονται ἐκεῖ.	[78, 1553, 392, 1580]
paragraph: — Εἰς τὰ Ἰωάννινα συνελήφθη παρὰ τῶν Τούρκων εἰς Ἕλλην ὑπήκοος ἐκληθεὶς ὡς Βούλγαρος.	[402, 418, 696, 445]
paragraph: ΠΑΤΡΑΙ, 18 Φεβρουαρίου. (Τηλεγράφημα τοῦ ἀνταποκριτοῦ μας). Τὸ ἐπτετὲς κοράσιον τοῦ Χαρισόπου ἐκάη εἰς τὸ χωρίον Μπιγουβέταση ἐκ τοῦ πυρός. Ἐκ τῆς πυρᾶς ἐξήχθη ἀπηνθρακωμένον.	[402, 1923, 696, 2013]
paragraph: Τὸ προτεινόμενον ὑπὸ τῆς Γενικῆς Διοικήσεως μέτρον σκοπὸν ἔχει, ὅπως καταστῇ δυνατὴ ἡ ἐκτέλεσις ἀσκήσεων ὑπὸ τῶν διαφόρων σωμάτων μὲ μεγαλητέραν δύναμιν ἀνδρῶν.	[1009, 74, 1298, 130]
paragraph: Τὰ Διατάγματα τῶν μελετωμένων διοικητικῶν μεταβολῶν θὰ ὑποβληθῶσιν εἰς τὰ Ἀνάκτορα περὶ τὸ τέλος τῆς ἑβδομάδος. Αἱ μεταβολαὶ αὐταὶ θὰ εἶνε ὀλίγισται, διότι ἐκ τῶν Νομαρχῶν ὁ εἷς ἢ πρὸς μόνον θ' ἀντικατασταθῶσι.	[706, 1226, 1000, 1335]
paragraph: — Μόνον τὸ πλεῖ τοῦ κόσμου γίνεται γαρίδες.	[88, 1482, 342, 1495]
page-number: — 3 —	[715, 6, 784, 25]
column-divider	[397, 39, 398, 2313]
paragraph: Ὀλίγον μετὰ τὴν ἕκτην μεταμεσημβρινὴν ὥραν ἐξηπλώθη ἐπὶ τῶν σιδηρῶν γραμμῶν τοῦ Σ.Π.Α.Π. ἀπέναντι ἀκριβῶς τοῦ καταστήματος. Παντίτσα καὶ ἀνέμενε τὴν διέλευσιν τῆς ἁμαξοστοιχίας.	[1009, 330, 1298, 387]
ad-title-dorean: ΔΩΡΕΑΝ	[1313, 685, 1490, 701]
paragraph: — Ἀλλὰ τί τὰ θέλει κανεὶς αὐτά ; Ἀφοῦ κατὰ τὰς ἀποκρηὲς ἔχομεν καὶ ἀπὸ τὸ Παναμᾶ ἀπλὰς ἐπιβλέψεις.	[78, 1374, 392, 1402]
paragraph: — Διότι εἶνε ἀφθονώτερο ἀπὸ τὸ τοῦ Μεσολογγίου.	[88, 1252, 371, 1264]
paragraph: μηχανὴ ὑπὸ κυλίνδρους γαλλικὴ τῆς πλήρους βαρύνης 2.000 κηρίων παντὸς σχηματισμοῦ τελεία μετὰ πάντων τῶν παραρτημάτων τῆς. Πληροφορίαι παρὰ τῷ ξενοδοχείῳ Ὀλύμπια πλατεῖα Ὁμονοίας.	[1313, 1527, 1490, 1605]
paragraph: Ἡ ἐπὶ τῆς συλλογῆς ἐράνων ἐπιτροπὴ τοῦ συσταθέντος ναοῦ καθ' αὐτὰς περὶ τοῦ προσδιορισμοῦ συνέρχεται ὅπως διεξαγάγῃ τὸ ζήτημα τοῦτο διὰ τὴν ἀνέγερσιν τοῦ ναοῦ χρηματικοῦ ποσοῦ.	[706, 1752, 1000, 1842]
paragraph: — Κατὰ πᾶσαν πιθανότητα πρόκειται περὶ παρεξηγήσεως.	[402, 451, 696, 478]
column-2-bottom	[402, 735, 696, 2313]
article-headline: ΣΥΛΛΗΨΙΣ ΗΘΟΠΟΙΟΥ	[1313, 223, 1490, 241]
paragraph: — 40 δραχμὰς ἡ ὀκά.	[88, 1111, 204, 1123]
paragraph: ΣΥΝΤΑΓΜΑΤΙΚΟΝ Δίκαιον Σαριπόλου, τόμ. 5 ἀπὸ δρ. 52 μόνον δρ. 7.	[1313, 1030, 1490, 1067]
paragraph: παντὸς εἴδους ἀρίστης κατασκευῆς, ἀμιλλώμενα τῶν Εὐρωπαϊκῶν. Μεγάλη ποικιλία χάρτου καὶ χαρτοπωλικῶν εἰδῶν. Ἐκτυποῦνται ἐπισκεπτήρια καλλιτεχνικὰ καὶ πᾶσα μικρὰ τυπογραφικὴ ἐργασία. Τιμαὶ ἀνταγωνισμοῦ ἀναγνωρισμένως.	[1313, 1364, 1490, 1468]
paragraph: Ὁ ὑπουργὸς τῆς Παιδείας κ. Στάης ἀπέστειλε χθὲς ἐκ Κυθήρων τὸ ἑξῆς τηλεγράφημα :	[402, 945, 696, 998]
column-1	[78, 39, 392, 2313]
paragraph: — Εἰς Γερμανός, ὅτι ἦτο Ρωμαϊκόν.	[88, 959, 284, 971]
paragraph: ΠΑΤΡΑΙ, 18 Φεβρουαρίου (Τηλεγράφημα τοῦ ἀνταποκριτοῦ μας). Ἀπόψε εἰς τὴν ἐνορίαν Βλατέρου ὁ Σωτὴρ Τριγώνης ἐφόνευσε διὰ μαχαίρας ἀπὸ τὸ Ν. Βαρδάκη ἕνεκα χρηματικῶν διαφορῶν.	[1009, 690, 1298, 747]
article-headline: Ο ΒΑΣΙΛΕΥΣ ΤΗΣ ΑΓΓΛΙΑΣ	[402, 743, 696, 766]
paragraph: — Τέλος κατὰ τὸν ἔτος κατὰ τὴν Πρέβεζα ἔπεσεν ἡ τιμὴ τοῦ αὐγοταράχου της.	[78, 1270, 392, 1298]
ad-subtitle: ΕΡΓΟΣΤΑΣΙΟΝ ΦΑΚΕΛΛΩΝ & ΚΑΤΑΣΤΙΧΩΝ	[1319, 1251, 1484, 1277]
paragraph: — Ἐπομένως θὰ ἔχωμεν ἄλλους 480 σπιτονοικοκυραίους καὶ ἄλλας 480 ἐξώσεις.	[78, 371, 392, 398]
paragraph: — Ὑπεβλήθη εἰς τὸν Νομάρχην ὁ προϋπολογισμὸς τοῦ Δήμου Ἀθηναίων.	[706, 373, 1000, 401]
paragraph: — Μεγάλη ηὐξήθησε τώρα μεταξὺ τῶν ἀρχαιολόγων περὶ τοῦ ζητήματος ποίου ἔργου εἶνε τὸ εὑρεθὲν εἰς τὴν θάλασσαν τῶν Κυθήρων σκάφος μὲ τὰ ἀγάλματα, τὰ ὁποῖα ἀνευρέθησαν.	[78, 863, 392, 919]
